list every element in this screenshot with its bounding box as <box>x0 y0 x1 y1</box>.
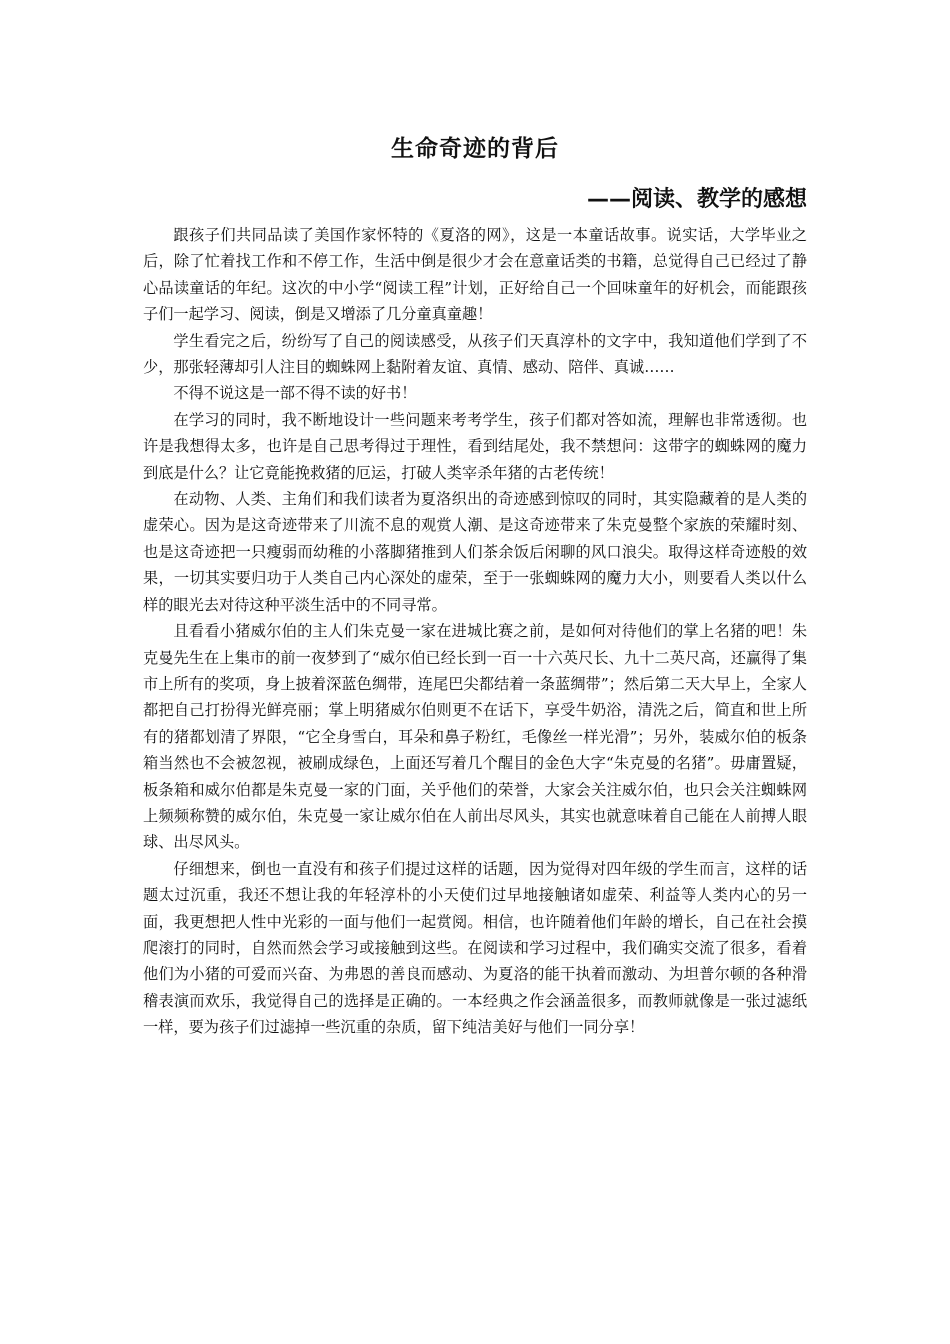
paragraph: 不得不说这是一部不得不读的好书！ <box>173 384 417 403</box>
paragraph: 仔细想来，倒也一直没有和孩子们提过这样的话题，因为觉得对四年级的学生而言，这样的话题太过沉重，我还不想让我的年轻淳朴的小天使们过早地接触诸如虚荣、利益等人类内心的另一面，我更想把人性中光彩的一面与他们一起赏阅。相信，也许随着他们年龄的增长，自己在社会摸爬滚打的同时，自然而然会学习或接触到这些。在阅读和学习过程中，我们确实交流了很多，看着他们为小猪的可爱而兴奋、为弗恩的善良而感动、为夏洛的能干执着而激动、为坦普尔顿的各种滑稽表演而欢乐，我觉得自己的选择是正确的。一本经典之作会涵盖很多，而教师就像是一张过滤纸一样，要为孩子们过滤掉一些沉重的杂质，留下纯洁美好与他们一同分享！ <box>143 859 807 1037</box>
paragraph: 跟孩子们共同品读了美国作家怀特的《夏洛的网》，这是一本童话故事。说实话，大学毕业之后，除了忙着找工作和不停工作，生活中倒是很少才会在意童话类的书籍，总觉得自己已经过了静心品读童话的年纪。这次的中小学“阅读工程”计划，正好给自己一个回味童年的好机会，而能跟孩子们一起学习、阅读，倒是又增添了几分童真童趣！ <box>143 226 807 324</box>
document-title: 生命奇迹的背后 <box>391 136 559 162</box>
document-body <box>143 222 807 1041</box>
paragraph: 在动物、人类、主角们和我们读者为夏洛织出的奇迹感到惊叹的同时，其实隐藏着的是人类的虚荣心。因为是这奇迹带来了川流不息的观赏人潮、是这奇迹带来了朱克曼整个家族的荣耀时刻、也是这奇迹把一只瘦弱而幼稚的小落脚猪推到人们茶余饭后闲聊的风口浪尖。取得这样奇迹般的效果，一切其实要归功于人类自己内心深处的虚荣，至于一张蜘蛛网的魔力大小，则要看人类以什么样的眼光去对待这种平淡生活中的不同寻常。 <box>143 490 807 614</box>
paragraph: 在学习的同时，我不断地设计一些问题来考考学生，孩子们都对答如流，理解也非常透彻。也许是我想得太多，也许是自己思考得过于理性，看到结尾处，我不禁想问：这带字的蜘蛛网的魔力到底是什么？让它竟能挽救猪的厄运，打破人类宰杀年猪的古老传统！ <box>143 410 807 482</box>
document-subtitle: ——阅读、教学的感想 <box>586 187 807 212</box>
paragraph: 且看看小猪威尔伯的主人们朱克曼一家在进城比赛之前，是如何对待他们的掌上名猪的吧！朱克曼先生在上集市的前一夜梦到了“威尔伯已经长到一百一十六英尺长、九十二英尺高，还赢得了集市上所有的奖项，身上披着深蓝色绸带，连尾巴尖都结着一条蓝绸带”；然后第二天大早上，全家人都把自己打扮得光鲜亮丽；掌上明猪威尔伯则更不在话下，享受牛奶浴，清洗之后，简直和世上所有的猪都划清了界限，“它全身雪白，耳朵和鼻子粉红，毛像丝一样光滑”；另外，装威尔伯的板条箱当然也不会被忽视，被刷成绿色，上面还写着几个醒目的金色大字“朱克曼的名猪”。毋庸置疑，板条箱和威尔伯都是朱克曼一家的门面，关乎他们的荣誉，大家会关注威尔伯，也只会关注蜘蛛网上频频称赞的威尔伯，朱克曼一家让威尔伯在人前出尽风头，其实也就意味着自己能在人前搏人眼球、出尽风头。 <box>143 622 807 852</box>
paragraph: 学生看完之后，纷纷写了自己的阅读感受，从孩子们天真淳朴的文字中，我知道他们学到了不少，那张轻薄却引人注目的蜘蛛网上黏附着友谊、真情、感动、陪伴、真诚…… <box>143 331 807 377</box>
